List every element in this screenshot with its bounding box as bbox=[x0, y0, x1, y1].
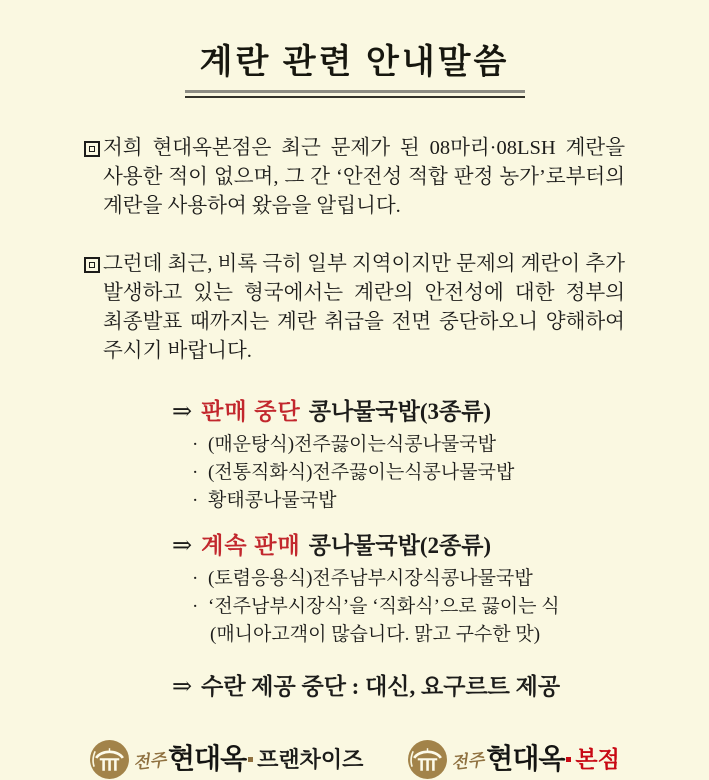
sales-continued-highlight: 계속 판매 bbox=[201, 533, 301, 558]
main-branch-logo bbox=[407, 739, 619, 780]
list-item-text: 황태콩나물국밥 bbox=[208, 490, 337, 511]
dot-marker: · bbox=[192, 596, 199, 617]
dot-marker: · bbox=[192, 462, 199, 483]
notice-paragraph-1 bbox=[84, 134, 625, 221]
double-arrow-icon: ⇒ bbox=[172, 674, 193, 700]
notice-paragraphs bbox=[84, 134, 625, 366]
section-poached-egg bbox=[172, 671, 669, 703]
notice-paragraph-2 bbox=[84, 250, 625, 366]
section-sales-continued bbox=[172, 530, 669, 649]
square-bullet-inner bbox=[89, 262, 95, 268]
list-item-text: ‘전주남부시장식’을 ‘직화식’으로 끓이는 식 bbox=[208, 596, 560, 617]
section-poached-egg-heading bbox=[172, 671, 669, 703]
notice-header bbox=[0, 34, 709, 98]
franchise-logo bbox=[89, 739, 363, 780]
logo-region-text: 전주 bbox=[132, 750, 168, 773]
menu-status-sections bbox=[172, 396, 669, 703]
dot-marker: · bbox=[192, 568, 199, 589]
title-underline bbox=[185, 90, 525, 98]
sales-stopped-items bbox=[172, 431, 669, 515]
list-item-text: (매운탕식)전주끓이는식콩나물국밥 bbox=[208, 434, 496, 455]
list-item bbox=[192, 459, 669, 487]
dot-marker: · bbox=[192, 434, 199, 455]
logo-brand-text: 현대옥 bbox=[486, 743, 565, 775]
notice-paragraph-1-text: 저희 현대옥본점은 최근 문제가 된 08마리·08LSH 계란을 사용한 적이 없으며, 그 간 ‘안전성 적합 판정 농가’로부터의 계란을 사용하여 왔음을 알립니다. bbox=[103, 137, 625, 217]
brand-dot-icon bbox=[248, 757, 253, 762]
list-item-text: (전통직화식)전주끓이는식콩나물국밥 bbox=[208, 462, 515, 483]
underline-thin-rule bbox=[185, 96, 525, 98]
list-item bbox=[192, 565, 669, 593]
logo-brand-text: 현대옥 bbox=[167, 743, 247, 775]
square-bullet-icon bbox=[84, 141, 100, 157]
list-item-note: (매니아고객이 많습니다. 맑고 구수한 맛) bbox=[210, 624, 541, 645]
list-item bbox=[192, 431, 669, 459]
sales-continued-title-rest: 콩나물국밥(2종류) bbox=[308, 533, 492, 558]
brand-footer bbox=[0, 739, 709, 780]
section-sales-continued-heading bbox=[172, 530, 669, 562]
square-bullet-icon bbox=[84, 257, 100, 273]
section-sales-stopped bbox=[172, 396, 669, 515]
list-item bbox=[192, 593, 669, 621]
double-arrow-icon: ⇒ bbox=[172, 399, 193, 425]
list-item-text: (토렴응용식)전주남부시장식콩나물국밥 bbox=[208, 568, 533, 589]
logo-suffix-text: 프랜차이즈 bbox=[257, 746, 364, 772]
list-item bbox=[192, 487, 669, 515]
brand-dot-icon bbox=[566, 757, 571, 762]
notice-paragraph-2-text: 그런데 최근, 비록 극히 일부 지역이지만 문제의 계란이 추가 발생하고 있는 형국에서는 계란의 안전성에 대한 정부의 최종발표 때까지는 계란 취급을 전면 중단하오니 양해하여 주시기 바랍니다. bbox=[103, 253, 625, 362]
logo-region-text: 전주 bbox=[450, 750, 486, 773]
poached-egg-text: 수란 제공 중단 : 대신, 요구르트 제공 bbox=[201, 674, 561, 699]
sales-continued-items bbox=[172, 565, 669, 621]
dot-marker: · bbox=[192, 490, 199, 511]
hanok-gate-icon bbox=[407, 739, 448, 780]
sales-stopped-highlight: 판매 중단 bbox=[201, 399, 301, 424]
hanok-gate-icon bbox=[89, 739, 130, 780]
square-bullet-inner bbox=[89, 146, 95, 152]
double-arrow-icon: ⇒ bbox=[172, 533, 193, 559]
logo-suffix-text: 본점 bbox=[575, 746, 620, 772]
sales-stopped-title-rest: 콩나물국밥(3종류) bbox=[308, 399, 492, 424]
page-title: 계란 관련 안내말씀 bbox=[199, 44, 510, 81]
section-sales-stopped-heading bbox=[172, 396, 669, 428]
underline-thick-rule bbox=[185, 90, 525, 93]
